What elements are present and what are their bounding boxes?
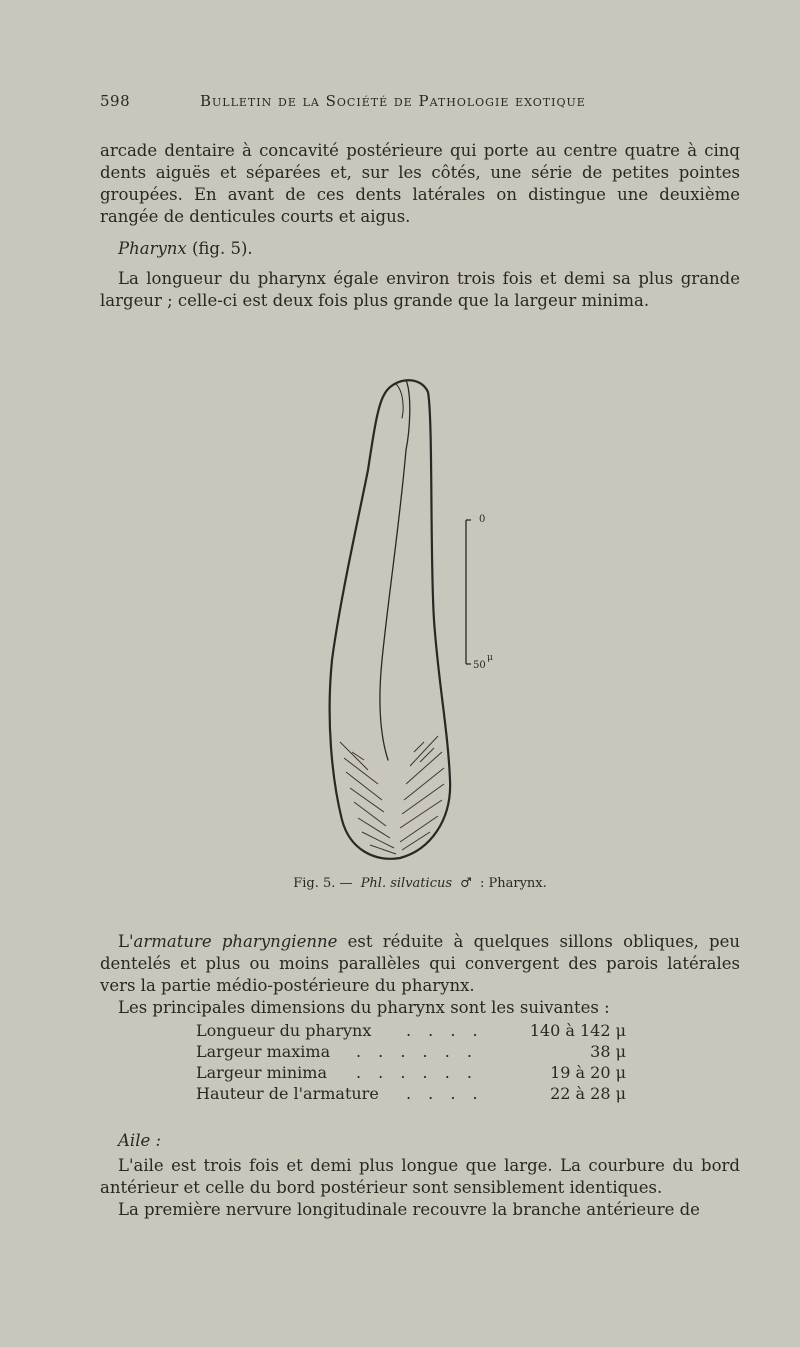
running-title: Bulletin de la Société de Pathologie exotique	[200, 92, 586, 110]
dimension-label: Hauteur de l'armature	[196, 1084, 379, 1103]
paragraph-pharynx-length: La longueur du pharynx égale environ trois fois et demi sa plus grande largeur ; celle-ci est deux fois plus grande que la largeur minima.	[100, 269, 740, 310]
caption-species: Phl. silvaticus	[360, 876, 453, 891]
caption-symbol: ♂	[460, 876, 472, 891]
leader-dots: . . . . . .	[356, 1042, 478, 1061]
dimension-label: Largeur minima	[196, 1063, 327, 1082]
paragraph-aile: L'aile est trois fois et demi plus longue que large. La courbure du bord antérieur et celle du bord postérieur sont sensiblement identiques.	[100, 1156, 740, 1197]
paragraph-dentition: arcade dentaire à concavité postérieure qui porte au centre quatre à cinq dents aiguës et séparées et, sur les côtés, une série de petites pointes groupées. En avant de ces dents latérales on distingue une deuxième rangée de denticules courts et aigus.	[100, 141, 740, 226]
scale-bar	[466, 520, 471, 664]
scale-label-top: 0	[479, 514, 486, 525]
dimension-row	[196, 1062, 646, 1083]
dimension-label: Longueur du pharynx	[196, 1021, 372, 1040]
caption-prefix: Fig. 5. —	[293, 876, 353, 891]
armature-italic: armature pharyngienne	[133, 932, 338, 951]
dimension-row	[196, 1083, 646, 1104]
paragraph-dimensions-intro: Les principales dimensions du pharynx sont les suivantes :	[118, 998, 610, 1017]
dimension-value: 19 à 20 μ	[550, 1063, 626, 1082]
pharynx-outline	[330, 380, 451, 859]
leader-dots: . . . .	[406, 1021, 484, 1040]
armature-rest: est réduite à quelques sillons obliques, peu dentelés et plus ou moins parallèles qui convergent des parois latérales vers la partie médio-postérieure du pharynx.	[100, 932, 740, 995]
pharynx-heading-rest: (fig. 5).	[186, 239, 253, 258]
page-number: 598	[100, 92, 131, 110]
paragraph-armature	[100, 931, 740, 997]
scale-unit: μ	[487, 653, 493, 663]
armature-start: L'	[118, 932, 134, 951]
dimension-row	[196, 1020, 646, 1041]
leader-dots: . . . .	[406, 1084, 484, 1103]
dimension-value: 140 à 142 μ	[529, 1021, 626, 1040]
paragraph-nervure: La première nervure longitudinale recouvre la branche antérieure de	[118, 1200, 700, 1219]
caption-suffix: : Pharynx.	[479, 876, 547, 891]
leader-dots: . . . . . .	[356, 1063, 478, 1082]
dimension-value: 22 à 28 μ	[550, 1084, 626, 1103]
aile-heading: Aile :	[118, 1131, 162, 1150]
pharynx-heading-italic: Pharynx	[118, 239, 187, 258]
pharyngeal-armature	[340, 736, 444, 854]
dimension-label: Largeur maxima	[196, 1042, 331, 1061]
dimensions-table	[196, 1020, 646, 1104]
dimension-value: 38 μ	[590, 1042, 626, 1061]
figure-caption	[100, 876, 740, 891]
dimension-row	[196, 1041, 646, 1062]
scale-label-bottom: 50	[473, 660, 486, 671]
